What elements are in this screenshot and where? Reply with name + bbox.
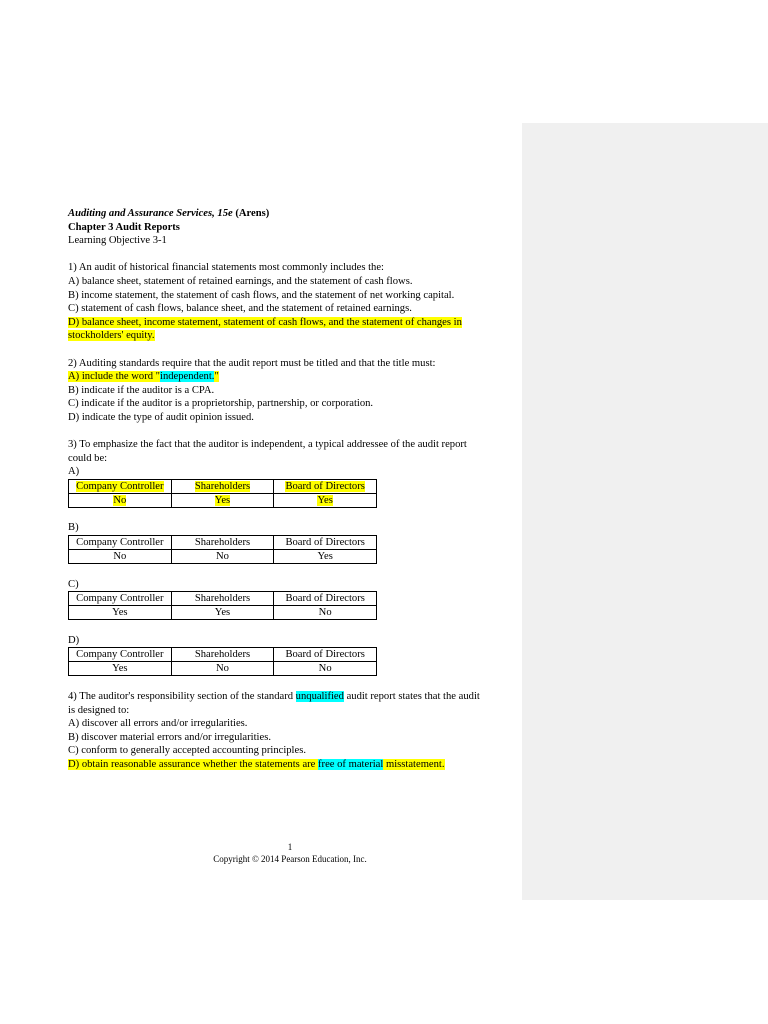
table-cell: Shareholders: [171, 592, 274, 606]
option-b: B) indicate if the auditor is a CPA.: [68, 384, 215, 396]
option-d-label: D): [68, 634, 80, 646]
table-header-row: [69, 479, 377, 493]
question-stem-cont: is designed to:: [68, 704, 130, 716]
question-stem: [68, 690, 520, 704]
table-row: [69, 550, 377, 564]
answer-highlight: Company Controller: [76, 480, 164, 492]
option-a: A) discover all errors and/or irregularities.: [68, 718, 248, 730]
question-3: [68, 438, 520, 676]
keyword-highlight: free of material: [318, 759, 384, 770]
book-title: Auditing and Assurance Services, 15e: [68, 208, 233, 219]
option-c: C) statement of cash flows, balance sheet, and the statement of retained earnings.: [68, 303, 412, 315]
document-body: [68, 207, 520, 772]
book-author: (Arens): [232, 208, 270, 219]
option-b-label: B): [68, 522, 79, 534]
option-d: D) indicate the type of audit opinion issued.: [68, 411, 254, 423]
table-cell: No: [171, 662, 274, 676]
option-a-label: A): [68, 466, 80, 478]
question-4: [68, 690, 520, 772]
table-cell: [69, 493, 172, 507]
question-stem: 1) An audit of historical financial statements most commonly includes the:: [68, 262, 384, 274]
table-row: [69, 662, 377, 676]
table-cell: Yes: [274, 550, 377, 564]
option-c-table: [68, 591, 377, 620]
option-b: B) discover material errors and/or irregularities.: [68, 731, 271, 743]
table-header-row: [69, 648, 377, 662]
copyright-notice: Copyright © 2014 Pearson Education, Inc.: [213, 854, 367, 864]
table-cell: [69, 479, 172, 493]
answer-highlight: No: [113, 494, 127, 506]
table-cell: Shareholders: [171, 536, 274, 550]
table-cell: Yes: [171, 606, 274, 620]
table-cell: [171, 493, 274, 507]
table-cell: Board of Directors: [274, 592, 377, 606]
option-c: C) conform to generally accepted accounting principles.: [68, 745, 306, 757]
table-cell: Yes: [69, 606, 172, 620]
answer-highlight: Yes: [214, 494, 231, 506]
table-cell: Company Controller: [69, 536, 172, 550]
book-header: [68, 207, 520, 221]
table-cell: Board of Directors: [274, 536, 377, 550]
table-cell: [274, 493, 377, 507]
keyword-highlight: independent.: [160, 371, 215, 383]
table-cell: No: [171, 550, 274, 564]
comment-sidebar: [522, 123, 768, 900]
option-d: [68, 758, 520, 772]
table-cell: Yes: [69, 662, 172, 676]
option-a: A) balance sheet, statement of retained earnings, and the statement of cash flows.: [68, 275, 413, 287]
table-cell: Board of Directors: [274, 648, 377, 662]
table-cell: [274, 479, 377, 493]
page-number: 1: [287, 842, 293, 852]
option-c: C) indicate if the auditor is a proprietorship, partnership, or corporation.: [68, 398, 374, 410]
page-footer: [0, 841, 580, 865]
answer-highlight: D) obtain reasonable assurance whether the statements are: [68, 759, 319, 770]
answer-highlight: D) balance sheet, income statement, statement of cash flows, and the statement of changes in: [68, 316, 462, 328]
stem-text: 4) The auditor's responsibility section of the standard: [68, 691, 296, 703]
question-1: [68, 261, 520, 343]
table-header-row: [69, 592, 377, 606]
option-a: [68, 370, 520, 384]
answer-highlight: stockholders' equity.: [68, 330, 155, 342]
keyword-highlight: unqualified: [295, 691, 344, 703]
option-d-cont: [68, 329, 520, 343]
chapter-title: Chapter 3 Audit Reports: [68, 221, 180, 233]
question-stem: 3) To emphasize the fact that the auditor is independent, a typical addressee of the audit report: [68, 439, 467, 451]
answer-highlight: ": [214, 371, 219, 383]
learning-objective: Learning Objective 3-1: [68, 235, 167, 247]
table-header-row: [69, 536, 377, 550]
table-row: [69, 606, 377, 620]
table-row: [69, 493, 377, 507]
table-cell: Company Controller: [69, 592, 172, 606]
option-d: [68, 316, 520, 330]
question-2: [68, 357, 520, 425]
table-cell: No: [274, 662, 377, 676]
answer-highlight: Board of Directors: [285, 480, 365, 492]
table-cell: No: [69, 550, 172, 564]
table-cell: Shareholders: [171, 648, 274, 662]
option-d-table: [68, 647, 377, 676]
answer-highlight: misstatement.: [383, 759, 445, 770]
option-a-table: [68, 479, 377, 508]
question-stem-cont: could be:: [68, 452, 108, 464]
answer-highlight: A) include the word ": [68, 371, 160, 383]
table-cell: No: [274, 606, 377, 620]
stem-text: audit report states that the audit: [343, 691, 480, 703]
answer-highlight: Yes: [317, 494, 333, 506]
table-cell: [171, 479, 274, 493]
option-c-label: C): [68, 578, 79, 590]
table-cell: Company Controller: [69, 648, 172, 662]
answer-highlight: Shareholders: [194, 480, 251, 492]
option-b: B) income statement, the statement of cash flows, and the statement of net working capital.: [68, 289, 455, 301]
question-stem: 2) Auditing standards require that the audit report must be titled and that the title must:: [68, 357, 436, 369]
option-b-table: [68, 535, 377, 564]
